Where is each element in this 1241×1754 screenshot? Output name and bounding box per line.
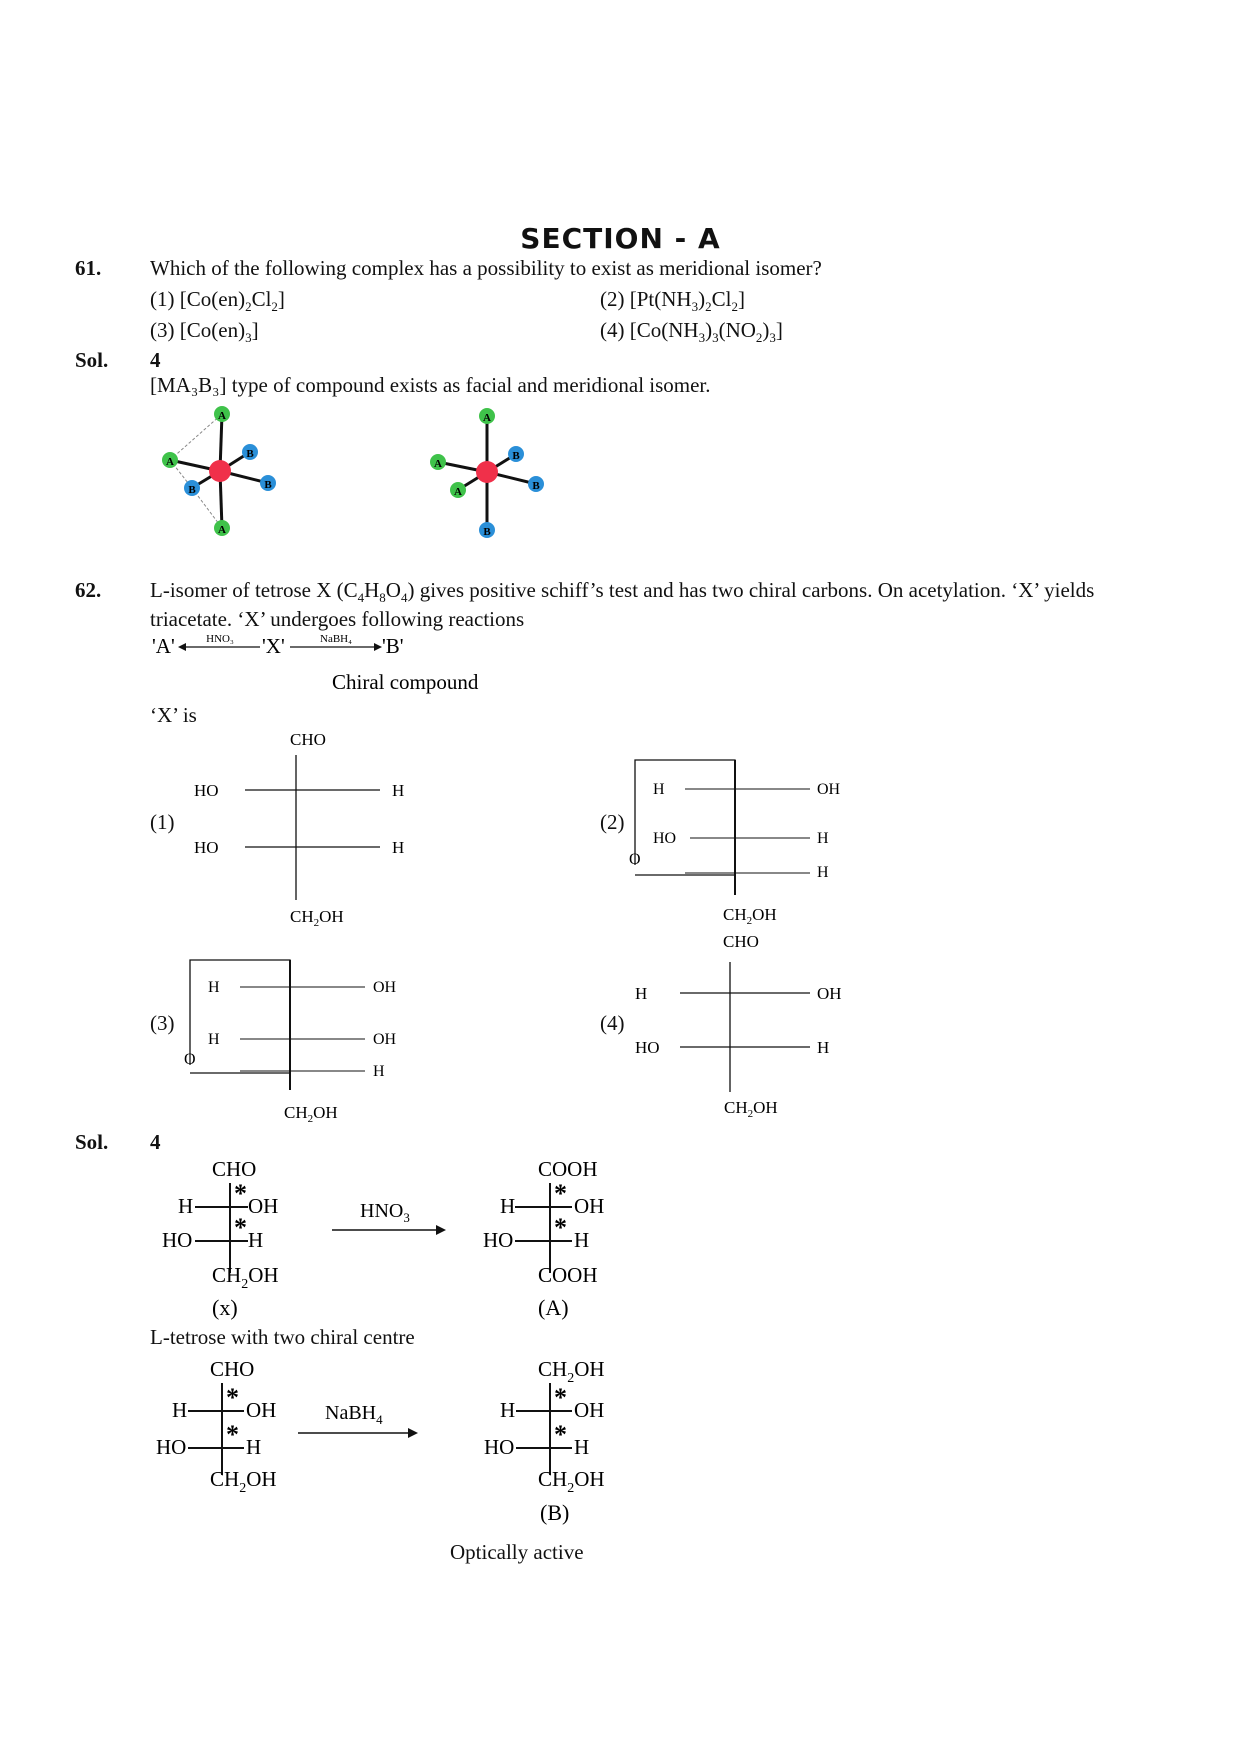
svg-text:OH: OH [246, 1398, 277, 1422]
svg-text:CH2OH: $CH_2OH$ [284, 1103, 338, 1125]
q62-option-4-label[interactable]: (4) [600, 1011, 625, 1035]
solution-label-62: Sol. [75, 1130, 109, 1154]
svg-text:H: H [653, 781, 665, 798]
svg-text:CHO: CHO [290, 730, 326, 749]
scheme-note: Chiral compound [332, 670, 479, 694]
svg-text:HO: HO [635, 1038, 660, 1057]
atom-label: B [483, 526, 491, 538]
atom-label: A [434, 458, 442, 470]
solution-reaction-hno3 [150, 1155, 650, 1335]
svg-text:OH: OH [248, 1194, 279, 1218]
solution-text-1: L-tetrose with two chiral centre [150, 1325, 415, 1349]
svg-text:O: O [629, 851, 641, 868]
scheme-B: 'B' [382, 634, 404, 658]
atom-label: A [218, 524, 226, 536]
svg-text:*: * [554, 1420, 567, 1449]
svg-text:OH: OH [574, 1194, 605, 1218]
svg-text:HO: HO [483, 1228, 514, 1252]
mer-isomer-structure [430, 408, 544, 538]
q61-option-1[interactable]: (1) $[Co(en)_2Cl_2]$ [150, 287, 285, 315]
svg-text:H: H [817, 864, 829, 881]
svg-text:H: H [392, 781, 405, 800]
svg-text:CH2OH: $CH_2OH$ [724, 1098, 778, 1120]
atom-label: A [483, 412, 491, 424]
svg-text:*: * [554, 1213, 567, 1242]
svg-text:H: H [208, 979, 220, 996]
svg-text:*: * [554, 1179, 567, 1208]
svg-text:H: H [500, 1194, 516, 1218]
svg-text:*: * [554, 1383, 567, 1412]
svg-text:H: H [574, 1435, 590, 1459]
svg-text:H: H [248, 1228, 264, 1252]
svg-text:NaBH4: NaBH$_4$ [325, 1402, 383, 1427]
atom-label: A [454, 486, 462, 498]
svg-text:H: H [208, 1031, 220, 1048]
x-is-label: ‘X’ is [150, 703, 197, 727]
solution-answer-61: 4 [150, 348, 161, 372]
svg-text:HO: HO [653, 830, 677, 847]
svg-text:HO: HO [162, 1228, 193, 1252]
atom-label: B [264, 479, 272, 491]
atom-label: B [532, 480, 540, 492]
svg-text:CH2OH: $CH_2OH$ [212, 1263, 279, 1292]
svg-text:HO: HO [194, 781, 219, 800]
svg-text:CHO: CHO [210, 1357, 255, 1381]
q62-option-4-structure[interactable] [630, 960, 870, 1120]
svg-text:H: H [635, 984, 648, 1003]
svg-text:*: * [226, 1420, 239, 1449]
svg-text:*: * [234, 1179, 247, 1208]
svg-text:COOH: COOH [538, 1157, 598, 1181]
svg-text:H: H [817, 830, 829, 847]
svg-text:CH2OH: $CH_2OH$ [290, 907, 344, 929]
svg-text:*: * [234, 1213, 247, 1242]
scheme-reagent-1: HNO₃ [206, 633, 234, 645]
scheme-X: 'X' [262, 634, 285, 658]
svg-text:OH: OH [817, 781, 841, 798]
svg-text:HO: HO [156, 1435, 187, 1459]
svg-text:H: H [373, 1063, 385, 1080]
svg-text:H: H [392, 838, 405, 857]
svg-text:CH2OH: $CH_2OH$ [210, 1467, 277, 1496]
question-number-61: 61. [75, 256, 102, 280]
fac-isomer-structure [162, 406, 276, 536]
svg-text:O: O [184, 1051, 196, 1068]
atom-label: B [188, 484, 196, 496]
atom-label: B [512, 450, 520, 462]
svg-text:OH: OH [574, 1398, 605, 1422]
svg-text:OH: OH [373, 979, 397, 996]
svg-text:HNO3: $HNO_3$ [360, 1200, 410, 1225]
atom-label: A [166, 456, 174, 468]
q62-option-3-label[interactable]: (3) [150, 1011, 175, 1035]
scheme-A: 'A' [152, 634, 175, 658]
solution-61-explanation: [MA₃B₃] type of compound exists as facial and meridional isomer. [150, 373, 711, 397]
q62-option-2-label[interactable]: (2) [600, 810, 625, 834]
q61-option-2[interactable]: (2) $[Pt(NH_3)_2Cl_2]$ [600, 287, 745, 315]
solution-label-61: Sol. [75, 348, 109, 372]
q61-option-4[interactable]: (4) $[Co(NH_3)_3(NO_2)_3]$ [600, 318, 783, 346]
question-number-62: 62. [75, 578, 102, 602]
svg-text:H: H [178, 1194, 194, 1218]
question-61-text: Which of the following complex has a possibility to exist as meridional isomer? [150, 256, 822, 280]
svg-text:H: H [574, 1228, 590, 1252]
solution-reaction-nabh4 [150, 1355, 650, 1535]
q62-option-1-label[interactable]: (1) [150, 810, 175, 834]
solution-text-2: Optically active [450, 1540, 584, 1564]
section-title: SECTION - A [520, 222, 721, 255]
svg-text:H: H [246, 1435, 262, 1459]
atom-label: A [218, 410, 226, 422]
label-A: (A) [538, 1295, 569, 1320]
svg-text:HO: HO [194, 838, 219, 857]
label-x: (x) [212, 1295, 238, 1320]
q62-option-3-structure[interactable] [180, 955, 420, 1135]
svg-text:CH2OH: $CH_2OH$ [538, 1357, 605, 1386]
question-62-line-2: triacetate. ‘X’ undergoes following reactions [150, 607, 525, 631]
svg-text:H: H [817, 1038, 830, 1057]
svg-text:H: H [500, 1398, 516, 1422]
scheme-reagent-2: NaBH₄ [320, 633, 352, 645]
svg-text:CHO: CHO [212, 1157, 257, 1181]
svg-text:CH2OH: $CH_2OH$ [723, 905, 777, 927]
svg-text:CH2OH: $CH_2OH$ [538, 1467, 605, 1496]
svg-text:COOH: COOH [538, 1263, 598, 1287]
svg-text:HO: HO [484, 1435, 515, 1459]
reaction-scheme [150, 630, 570, 700]
q61-option-3[interactable]: (3) $[Co(en)_3]$ [150, 318, 259, 346]
atom-label: B [246, 448, 254, 460]
fac-mer-octahedra-diagram [150, 400, 570, 550]
label-B: (B) [540, 1500, 570, 1525]
q62-option-2-structure[interactable] [625, 755, 865, 960]
svg-text:*: * [226, 1383, 239, 1412]
svg-text:OH: OH [817, 984, 842, 1003]
svg-text:H: H [172, 1398, 188, 1422]
svg-text:OH: OH [373, 1031, 397, 1048]
q62-option-1-structure[interactable] [180, 725, 440, 930]
solution-answer-62: 4 [150, 1130, 161, 1154]
svg-text:CHO: CHO [723, 932, 759, 951]
question-62-line-1: L-isomer of tetrose X $(C_4H_8O_4)$ gives positive schiff’s test and has two chiral carbons. On acetylation. ‘X’ yields [150, 578, 1095, 606]
